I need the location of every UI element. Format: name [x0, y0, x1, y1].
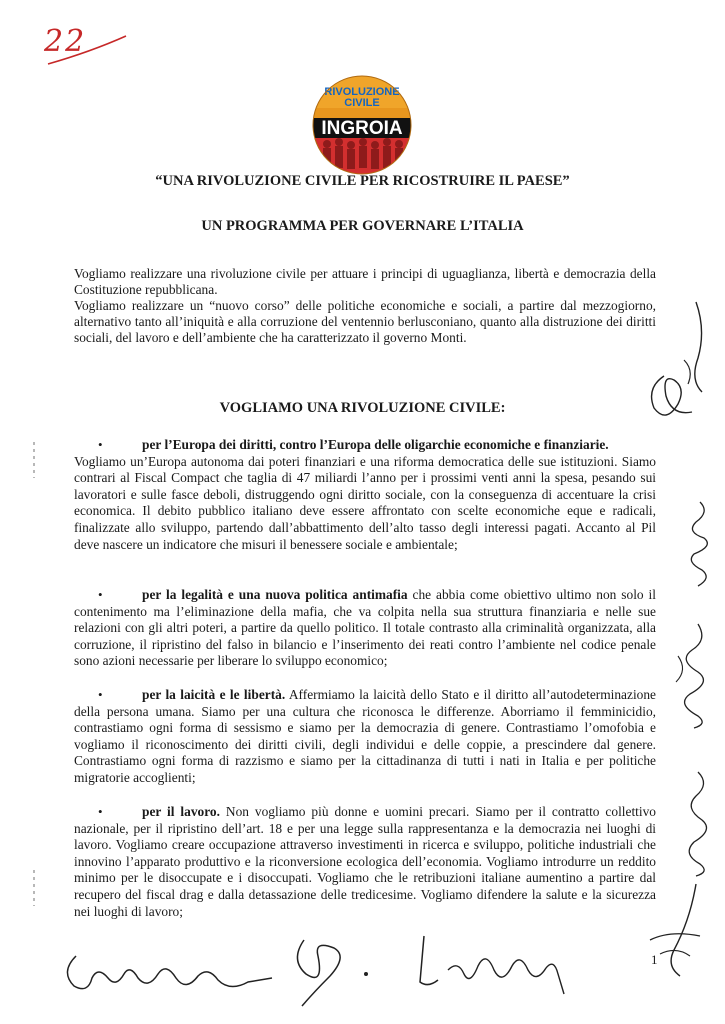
logo-line2: CIVILE	[344, 97, 380, 109]
margin-signature-2	[680, 498, 720, 588]
item-heading: per l’Europa dei diritti, contro l’Europa delle oligarchie economiche e finanziarie.	[142, 437, 609, 452]
program-title: UN PROGRAMMA PER GOVERNARE L’ITALIA	[201, 218, 524, 234]
margin-signature-1	[636, 300, 716, 430]
bullet-icon: •	[98, 437, 103, 452]
handwritten-page-mark	[40, 22, 130, 72]
item-text: Non vogliamo più donne e uomini precari. Siamo per il contratto collettivo nazionale, per il ripristino dell’art. 18 e per una legge sulla rappresentanza e la democrazia nei luoghi di lavoro. Vogliamo creare occupazione attraverso investimenti in ricerca e sviluppo, politiche industriali che innovino l’apparato produttivo e la riconversione ecologica dell’economia. Vogliamo introdurre un reddito minimo per le disoccupate e i disoccupati. Vogliamo che le retribuzioni italiane aumentino a partire dal recupero del fiscal drag e dalla detassazione delle tredicesime. Vogliamo difendere la salute e la sicurezza nei luoghi di lavoro;	[74, 804, 657, 919]
program-item-secularism	[74, 687, 656, 787]
bullet-icon: •	[98, 687, 103, 702]
intro-paragraph-1: Vogliamo realizzare una rivoluzione civile per attuare i principi di uguaglianza, libertà e democrazia della Costituzione repubblicana.	[74, 266, 656, 297]
page-mark-stroke	[40, 22, 130, 72]
logo-line1: RIVOLUZIONE	[324, 86, 400, 98]
margin-signature-3	[668, 620, 718, 730]
margin-signature-5	[630, 880, 710, 980]
logo-line3: INGROIA	[321, 118, 403, 139]
section-title: VOGLIAMO UNA RIVOLUZIONE CIVILE:	[219, 400, 506, 416]
item-heading: per la legalità e una nuova politica antimafia	[142, 587, 408, 602]
bottom-signature-2	[284, 930, 394, 1010]
bullet-icon: •	[98, 587, 103, 602]
program-item-europe	[74, 437, 656, 553]
margin-mark-1	[30, 440, 38, 480]
item-text: che abbia come obiettivo ultimo non solo il contenimento ma l’eliminazione della mafia, che va colpita nella sua struttura finanziaria e nelle sue relazioni con gli altri poteri, a partire da quello politico. Il totale contrasto alla criminalità organizzata, alla corruzione, il ripristino del falso in bilancio e l’inserimento dei reati contro l’ambiente nel codice penale sono azioni necessarie per liberare lo sviluppo economico;	[74, 587, 656, 669]
intro-paragraph-2: Vogliamo realizzare un “nuovo corso” delle politiche economiche e sociali, a partire dal mezzogiorno, alternativo tanto all’iniquità e alla corruzione del ventennio berlusconiano, quanto alla distruzione dei diritti sociali, del lavoro e dell’ambiente che ha caratterizzato il governo Monti.	[74, 298, 656, 345]
slogan-title: “UNA RIVOLUZIONE CIVILE PER RICOSTRUIRE IL PAESE”	[155, 173, 570, 189]
item-text: Vogliamo un’Europa autonoma dai poteri finanziari e una riforma democratica delle sue istituzioni. Siamo contrari al Fiscal Compact che taglia di 47 miliardi l’anno per i prossimi venti anni la spesa, pesando sui lavoratori e sulle fasce deboli, distruggendo ogni diritto sociale, con la conseguenza di accentuare la crisi economica. Il debito pubblico italiano deve essere affrontato con scelte economiche eque e radicali, finalizzate allo sviluppo, partendo dall’abbattimento dell’alto tasso degli interessi pagati. Accanto al Pil deve nascere un indicatore che misuri il benessere sociale e ambientale;	[74, 453, 656, 552]
item-heading: per la laicità e le libertà.	[142, 687, 286, 702]
bottom-signature-3	[408, 930, 578, 1000]
item-text: Affermiamo la laicità dello Stato e il diritto all’autodeterminazione della persona umana. Siamo per una cultura che riconosca le differenze. Aborriamo il femminicidio, contrastiamo ogni forma di sessismo e siamo per la democrazia di genere. Contrastiamo l’omofobia e vogliamo il riconoscimento dei diritti civili, degli individui e delle coppie, a prescindere dal genere. Contrastiamo ogni forma di razzismo e siamo per la cittadinanza di tutti i nati in Italia e per politiche migratorie accoglienti;	[74, 687, 656, 785]
item-heading: per il lavoro.	[142, 804, 220, 819]
bottom-signature-1	[58, 948, 278, 998]
program-item-legality	[74, 587, 656, 670]
intro-block	[74, 266, 656, 346]
page-number: 1	[651, 952, 658, 967]
rivoluzione-civile-logo	[311, 74, 413, 176]
bullet-icon: •	[98, 804, 103, 819]
page-mark-number: 22	[44, 24, 87, 59]
program-item-work	[74, 804, 656, 920]
margin-signature-4	[676, 768, 720, 878]
margin-mark-2	[30, 868, 38, 908]
